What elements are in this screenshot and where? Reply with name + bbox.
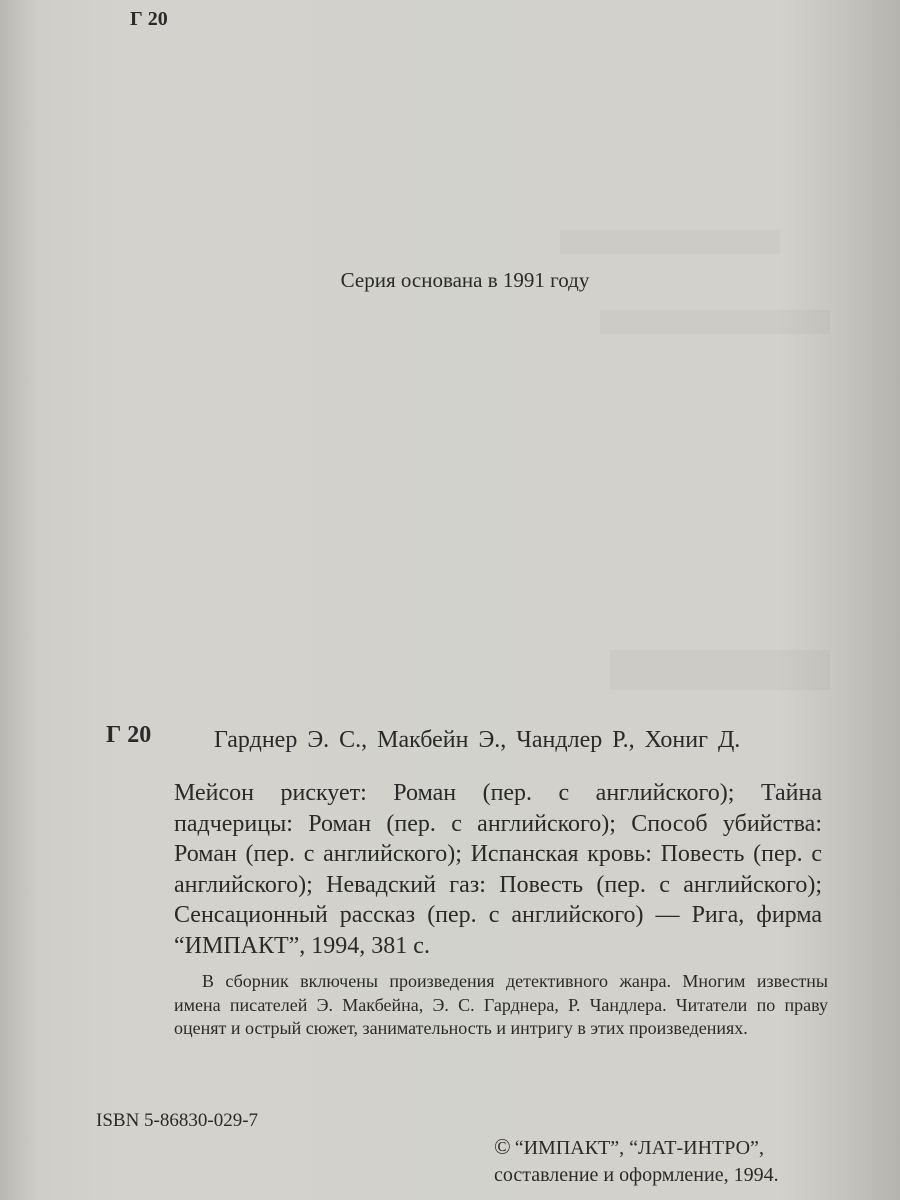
copyright-symbol: ©	[494, 1134, 511, 1159]
isbn: ISBN 5-86830-029-7	[96, 1110, 259, 1131]
series-note: Серия основана в 1991 году	[340, 268, 590, 292]
copyright-block	[494, 1133, 779, 1189]
shelfmark-top: Г 20	[130, 8, 168, 30]
entry-authors: Гарднер Э. С., Макбейн Э., Чандлер Р., Хониг Д.	[214, 727, 741, 753]
copyright-holders: “ИМПАКТ”, “ЛАТ-ИНТРО”,	[514, 1137, 764, 1159]
entry-shelfmark: Г 20	[106, 722, 152, 748]
copyright-line-1	[494, 1133, 779, 1162]
copyright-note: составление и оформление, 1994.	[494, 1164, 779, 1186]
show-through-middle	[600, 310, 830, 334]
show-through-top	[560, 230, 780, 254]
entry-description: Мейсон рискует: Роман (пер. с английского); Тайна падчерицы: Роман (пер. с английского); Способ убийства: Роман (пер. с английского); Испанская кровь: Повесть (пер. с английского); Невадский газ: Повесть (пер. с английского); Сенсационный рассказ (пер. с английского) — Рига, фирма “ИМПАКТ”, 1994, 381 с.	[174, 780, 822, 959]
show-through-bottom	[610, 650, 830, 690]
entry-annotation: В сборник включены произведения детективного жанра. Многим известны имена писателей Э. Макбейна, Э. С. Гарднера, Р. Чандлера. Читатели по праву оценят и острый сюжет, занимательность и интригу в этих произведениях.	[174, 971, 828, 1038]
